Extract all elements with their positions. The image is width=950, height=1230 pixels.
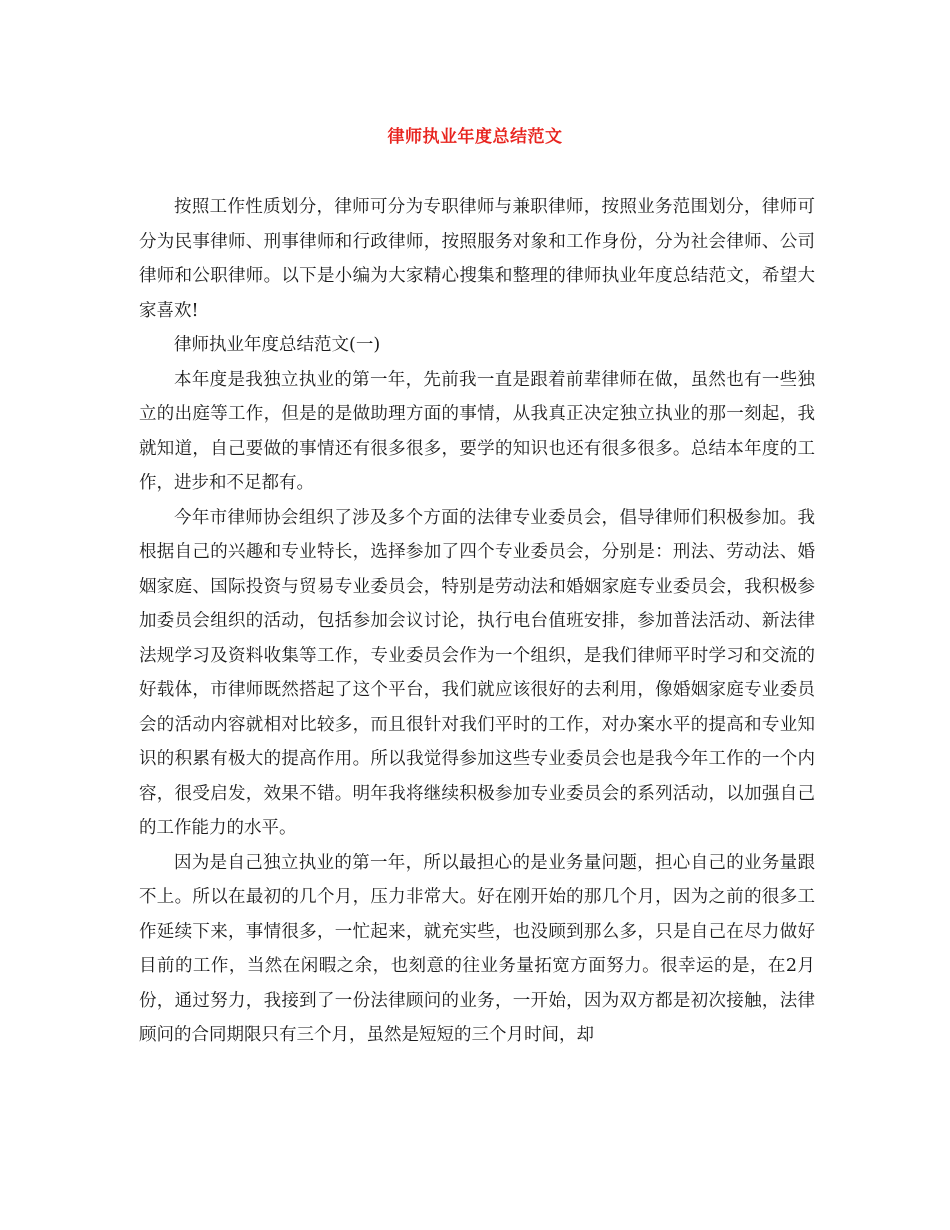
- document-body: [139, 190, 815, 1053]
- paragraph: 本年度是我独立执业的第一年，先前我一直是跟着前辈律师在做，虽然也有一些独立的出庭等工作，但是的是做助理方面的事情，从我真正决定独立执业的那一刻起，我就知道，自己要做的事情还有很多很多，要学的知识也还有很多很多。总结本年度的工作，进步和不足都有。: [139, 369, 815, 493]
- section-heading: 律师执业年度总结范文(一): [174, 335, 381, 355]
- document-title: 律师执业年度总结范文: [387, 127, 563, 147]
- paragraph: 因为是自己独立执业的第一年，所以最担心的是业务量问题，担心自己的业务量跟不上。所以在最初的几个月，压力非常大。好在刚开始的那几个月，因为之前的很多工作延续下来，事情很多，一忙起来，就充实些，也没顾到那么多，只是自己在尽力做好目前的工作，当然在闲暇之余，也刻意的往业务量拓宽方面努力。很幸运的是，在2月份，通过努力，我接到了一份法律顾问的业务，一开始，因为双方都是初次接触，法律顾问的合同期限只有三个月，虽然是短短的三个月时间，却: [139, 852, 815, 1045]
- paragraph-intro: 按照工作性质划分，律师可分为专职律师与兼职律师，按照业务范围划分，律师可分为民事律师、刑事律师和行政律师，按照服务对象和工作身份，分为社会律师、公司律师和公职律师。以下是小编为大家精心搜集和整理的律师执业年度总结范文，希望大家喜欢!: [139, 197, 815, 321]
- paragraph: 今年市律师协会组织了涉及多个方面的法律专业委员会，倡导律师们积极参加。我根据自己的兴趣和专业特长，选择参加了四个专业委员会，分别是：刑法、劳动法、婚姻家庭、国际投资与贸易专业委员会，特别是劳动法和婚姻家庭专业委员会，我积极参加委员会组织的活动，包括参加会议讨论，执行电台值班安排，参加普法活动、新法律法规学习及资料收集等工作，专业委员会作为一个组织，是我们律师平时学习和交流的好载体，市律师既然搭起了这个平台，我们就应该很好的去利用，像婚姻家庭专业委员会的活动内容就相对比较多，而且很针对我们平时的工作，对办案水平的提高和专业知识的积累有极大的提高作用。所以我觉得参加这些专业委员会也是我今年工作的一个内容，很受启发，效果不错。明年我将继续积极参加专业委员会的系列活动，以加强自己的工作能力的水平。: [139, 507, 815, 838]
